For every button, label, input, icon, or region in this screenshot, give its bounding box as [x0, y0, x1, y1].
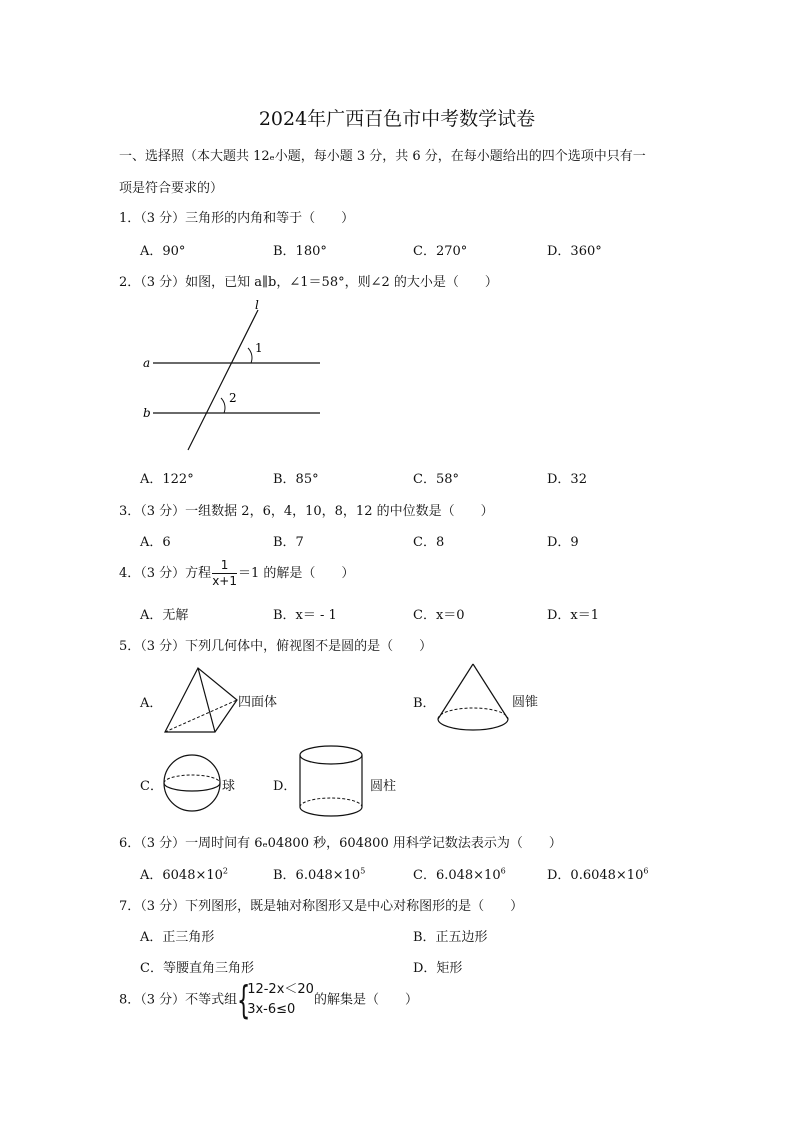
question-1-stem: 1．（3 分）三角形的内角和等于（ ）: [119, 211, 355, 226]
cone-figure: [433, 661, 513, 743]
solid-label-cylinder: 圆柱: [370, 779, 397, 794]
tetrahedron-figure: [162, 665, 242, 737]
question-3-option-b: B．7: [273, 535, 304, 550]
sphere-figure: [160, 753, 226, 813]
question-7-option-a: A．正三角形: [140, 930, 215, 945]
inequality-2: 3x-6≤0: [247, 1002, 296, 1017]
fraction: [212, 558, 237, 589]
fraction-denominator: x+1: [212, 574, 237, 588]
question-4-option-a: A．无解: [140, 608, 189, 623]
question-7-option-c: C．等腰直角三角形: [140, 961, 254, 976]
angle-1-arc: [248, 348, 252, 363]
label-b: b: [143, 406, 151, 420]
label-l: l: [255, 300, 259, 312]
question-4-option-d: D．x＝1: [547, 608, 600, 623]
solid-label-cone: 圆锥: [512, 695, 539, 710]
question-7-option-b: B．正五边形: [413, 930, 488, 945]
page-title: 2024年广西百色市中考数学试卷: [258, 108, 536, 130]
transversal-l: [188, 310, 258, 450]
question-2-stem: 2．（3 分）如图，已知 a∥b，∠1＝58°，则∠2 的大小是（ ）: [119, 275, 498, 290]
question-4-stem-post: ＝1 的解是（ ）: [237, 566, 355, 581]
angle-2-arc: [221, 398, 225, 413]
question-6-option-b: B．$6.048\times 10^5$: [273, 866, 366, 883]
cylinder-figure: [297, 743, 367, 821]
question-1-option-c: C．270°: [413, 244, 468, 259]
question-3-option-c: C．8: [413, 535, 445, 550]
question-7-stem: 7．（3 分）下列图形，既是轴对称图形又是中心对称图形的是（ ）: [119, 899, 524, 914]
inequality-system: [237, 980, 314, 1020]
question-6-option-c: C．$6.048\times 10^6$: [413, 866, 506, 883]
parallel-lines-figure: [138, 300, 328, 455]
question-2-option-c: C．58°: [413, 472, 459, 487]
question-1-option-a: A．90°: [140, 244, 186, 259]
label-angle-2: 2: [229, 391, 237, 405]
question-2-option-b: B．85°: [273, 472, 319, 487]
solid-label-tetrahedron: 四面体: [238, 695, 278, 710]
question-2-option-d: D．32: [547, 472, 587, 487]
question-6-option-d: D．$0.6048\times 10^6$: [547, 866, 649, 883]
question-7-option-d: D．矩形: [413, 961, 463, 976]
question-6-option-a: A．$6048\times 10^2$: [140, 866, 229, 883]
question-8-stem-pre: 8．（3 分）不等式组: [119, 992, 238, 1008]
question-8-stem-post: 的解集是（ ）: [313, 992, 418, 1008]
left-brace-icon: {: [237, 978, 251, 1022]
inequality-1: 12-2x＜20: [247, 982, 314, 997]
question-8-stem: [119, 980, 418, 1020]
question-5-option-c: C．: [140, 779, 163, 794]
question-5-stem: 5．（3 分）下列几何体中，俯视图不是圆的是（ ）: [119, 639, 433, 654]
section-heading-line1: 一、选择照（本大题共 12ₑ小题，每小题 3 分，共 6 分，在每小题给出的四个选项中只有一: [119, 149, 646, 164]
question-3-option-d: D．9: [547, 535, 579, 550]
label-a: a: [143, 356, 151, 370]
label-angle-1: 1: [255, 341, 263, 355]
question-3-stem: 3．（3 分）一组数据 2，6，4，10，8，12 的中位数是（ ）: [119, 504, 494, 519]
question-5-option-a: A．: [140, 696, 163, 711]
question-6-stem: 6．（3 分）一周时间有 6ₑ04800 秒，604800 用科学记数法表示为（ ）: [119, 836, 562, 851]
question-3-option-a: A．6: [140, 535, 171, 550]
question-4-option-b: B．x＝ - 1: [273, 608, 337, 623]
question-2-option-a: A．122°: [140, 472, 194, 487]
section-heading-line2: 项是符合要求的）: [119, 181, 224, 196]
question-4-stem: [119, 558, 354, 589]
question-5-option-b: B．: [413, 696, 436, 711]
solid-label-sphere: 球: [222, 779, 236, 794]
fraction-numerator: 1: [212, 558, 237, 574]
question-4-option-c: C．x＝0: [413, 608, 465, 623]
question-4-stem-pre: 4．（3 分）方程: [119, 566, 212, 581]
question-1-option-d: D．360°: [547, 244, 602, 259]
question-5-option-d: D．: [273, 779, 297, 794]
question-1-option-b: B．180°: [273, 244, 327, 259]
